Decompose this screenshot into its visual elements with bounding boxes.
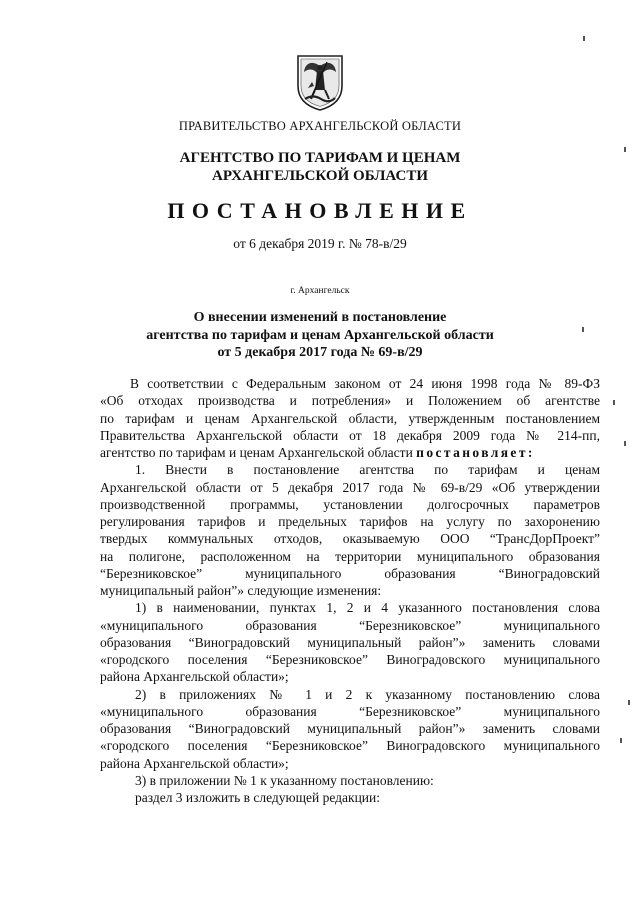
- body-line: района Архангельской области»;: [100, 669, 289, 685]
- archangel-emblem-icon: [294, 52, 346, 112]
- body-line: района Архангельской области»;: [100, 755, 289, 771]
- body-line: 1) в наименовании, пунктах 1, 2 и 4 указанного постановления слова: [135, 600, 600, 616]
- document-title: [0, 309, 640, 362]
- body-line: по тарифам и ценам Архангельской области, утвержденным постановлением: [100, 410, 600, 426]
- body-line: 1. Внести в постановление агентства по тарифам и ценам: [135, 462, 600, 478]
- body-line: 2) в приложениях № 1 и 2 к указанному постановлению слова: [135, 686, 600, 702]
- document-type-heading: ПОСТАНОВЛЕНИЕ: [167, 198, 473, 223]
- document-date-number: от 6 декабря 2019 г. № 78-в/29: [233, 236, 407, 251]
- scan-speck: [628, 700, 630, 705]
- title-line-2: агентства по тарифам и ценам Архангельской области: [146, 327, 494, 343]
- body-line: «городского поселения “Березниковское” Виноградовского муниципального: [100, 652, 600, 667]
- scan-speck: [620, 738, 622, 743]
- body-line: муниципальный район”» следующие изменения:: [100, 583, 382, 598]
- document-city: г. Архангельск: [290, 286, 350, 296]
- scan-speck: [624, 147, 626, 152]
- body-line: регулирования тарифов и предельных тарифов на услугу по захоронению: [100, 514, 600, 529]
- body-line: на полигоне, расположенном на территории муниципального образования: [100, 548, 600, 564]
- body-line: «Об отходах производства и потребления» и Положением об агентстве: [100, 393, 600, 409]
- body-line: 3) в приложении № 1 к указанному постановлению:: [135, 772, 434, 788]
- body-line: «городского поселения “Березниковское” Виноградовского муниципального: [100, 738, 600, 754]
- body-line: “Березниковское” муниципального образования “Виноградовский: [100, 565, 600, 581]
- resolves-keyword: постановляет:: [416, 445, 535, 460]
- body-line: Правительства Архангельской области от 18 декабря 2009 года № 214-пп,: [100, 427, 600, 443]
- coat-of-arms-emblem: [294, 52, 346, 112]
- scan-speck: [582, 327, 584, 332]
- body-line: образования “Виноградовский муниципальный район”» заменить словами: [100, 721, 600, 736]
- body-line-resolves: [100, 444, 600, 461]
- body-line: раздел 3 изложить в следующей редакции:: [135, 790, 381, 805]
- document-body: [100, 375, 600, 806]
- government-name: ПРАВИТЕЛЬСТВО АРХАНГЕЛЬСКОЙ ОБЛАСТИ: [178, 119, 462, 133]
- agency-name: [0, 149, 640, 185]
- body-line: «муниципального образования “Березниковское” муниципального: [100, 703, 600, 719]
- title-line-3: от 5 декабря 2017 года № 69-в/29: [217, 345, 423, 360]
- agency-name-line-2: АРХАНГЕЛЬСКОЙ ОБЛАСТИ: [212, 168, 428, 184]
- scan-speck: [624, 441, 626, 446]
- body-line: «муниципального образования “Березниковское” муниципального: [100, 617, 600, 633]
- body-line: образования “Виноградовский муниципальный район”» заменить словами: [100, 634, 600, 650]
- resolves-lead-text: агентство по тарифам и ценам Архангельской области: [100, 445, 417, 460]
- scan-speck: [583, 36, 585, 41]
- title-line-1: О внесении изменений в постановление: [193, 310, 447, 325]
- body-line: производственной программы, установлении долгосрочных параметров: [100, 496, 600, 512]
- body-line: твердых коммунальных отходов, оказываемую ООО “ТрансДорПроект”: [100, 531, 600, 547]
- scan-speck: [613, 400, 615, 405]
- body-line: В соответствии с Федеральным законом от 24 июня 1998 года № 89-ФЗ: [130, 376, 600, 391]
- body-line: Архангельской области от 5 декабря 2017 года № 69-в/29 «Об утверждении: [100, 479, 600, 495]
- agency-name-line-1: АГЕНТСТВО ПО ТАРИФАМ И ЦЕНАМ: [179, 150, 461, 166]
